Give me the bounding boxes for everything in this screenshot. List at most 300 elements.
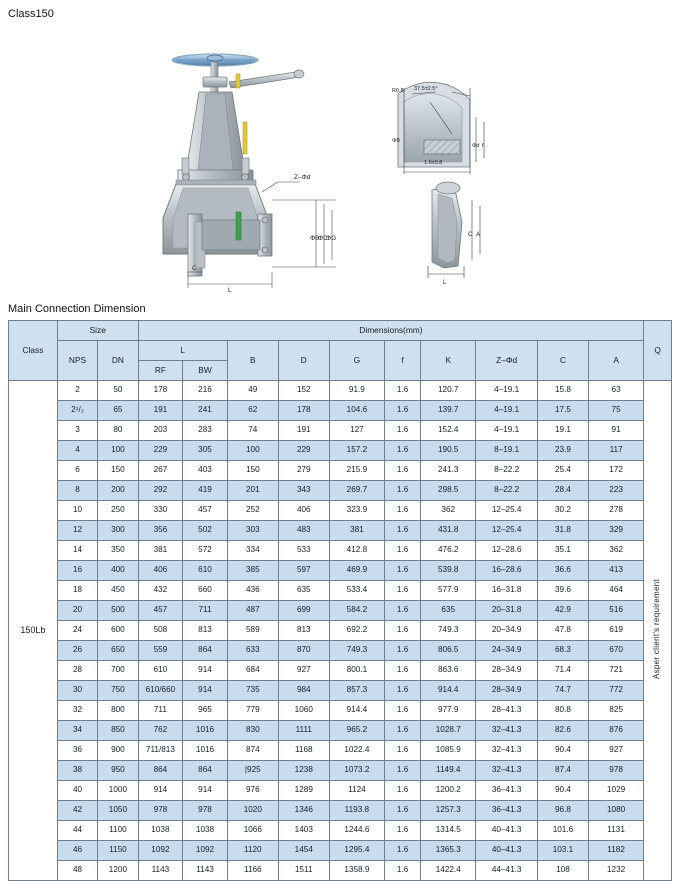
main-connection-dimension-table — [8, 320, 672, 881]
cell-nps: 34 — [57, 721, 97, 741]
cell-g: 692.2 — [329, 621, 384, 641]
cell-d: 191 — [278, 421, 329, 441]
cell-g: 533.4 — [329, 581, 384, 601]
cell-b: 735 — [227, 681, 278, 701]
cell-c: 108 — [537, 861, 588, 881]
cell-d: 597 — [278, 561, 329, 581]
cell-zd: 32–41.3 — [476, 741, 538, 761]
cell-d: 1346 — [278, 801, 329, 821]
cell-a: 978 — [588, 761, 643, 781]
cell-dn: 1050 — [98, 801, 138, 821]
table-row — [9, 661, 672, 681]
table-row — [9, 461, 672, 481]
cell-c: 30.2 — [537, 501, 588, 521]
cell-c: 47.8 — [537, 621, 588, 641]
accent-marker — [243, 122, 247, 154]
cell-nps: 44 — [57, 821, 97, 841]
cell-rf: 381 — [138, 541, 183, 561]
cell-d: 483 — [278, 521, 329, 541]
cell-a: 1232 — [588, 861, 643, 881]
cell-b: 74 — [227, 421, 278, 441]
cell-c: 80.8 — [537, 701, 588, 721]
cell-k: 1149.4 — [421, 761, 476, 781]
cell-bw: 914 — [183, 781, 228, 801]
cell-a: 117 — [588, 441, 643, 461]
cell-d: 1403 — [278, 821, 329, 841]
cell-rf: 191 — [138, 401, 183, 421]
cell-k: 749.3 — [421, 621, 476, 641]
cell-g: 381 — [329, 521, 384, 541]
cell-c: 103.1 — [537, 841, 588, 861]
cell-rf: 267 — [138, 461, 183, 481]
cell-c: 35.1 — [537, 541, 588, 561]
cell-f: 1.6 — [385, 761, 421, 781]
cell-a: 329 — [588, 521, 643, 541]
cell-k: 1314.5 — [421, 821, 476, 841]
cell-bw: 813 — [183, 621, 228, 641]
cell-bw: 305 — [183, 441, 228, 461]
cell-f: 1.6 — [385, 801, 421, 821]
cell-d: 984 — [278, 681, 329, 701]
cell-k: 1365.3 — [421, 841, 476, 861]
cell-a: 1029 — [588, 781, 643, 801]
cell-zd: 28–34.9 — [476, 681, 538, 701]
cell-d: 406 — [278, 501, 329, 521]
bonnet-bolt — [242, 158, 249, 174]
cell-c: 36.6 — [537, 561, 588, 581]
cell-dn: 750 — [98, 681, 138, 701]
table-row — [9, 721, 672, 741]
cell-a: 670 — [588, 641, 643, 661]
table-row — [9, 861, 672, 881]
table-row — [9, 581, 672, 601]
cell-d: 178 — [278, 401, 329, 421]
cell-f: 1.6 — [385, 461, 421, 481]
cell-b: 1166 — [227, 861, 278, 881]
cell-rf: 292 — [138, 481, 183, 501]
cell-q-label: Asper client's requirement — [652, 579, 662, 680]
cell-c: 28.4 — [537, 481, 588, 501]
th-a: A — [588, 341, 643, 381]
cell-bw: 1143 — [183, 861, 228, 881]
cell-q — [644, 381, 672, 881]
cell-zd: 16–28.6 — [476, 561, 538, 581]
cell-nps: 30 — [57, 681, 97, 701]
cell-k: 1257.3 — [421, 801, 476, 821]
cell-rf: 610/660 — [138, 681, 183, 701]
cell-a: 1131 — [588, 821, 643, 841]
cell-rf: 610 — [138, 661, 183, 681]
th-b: B — [227, 341, 278, 381]
table-row — [9, 641, 672, 661]
cell-a: 172 — [588, 461, 643, 481]
cell-dn: 1000 — [98, 781, 138, 801]
cell-bw: 978 — [183, 801, 228, 821]
cell-rf: 457 — [138, 601, 183, 621]
cell-d: 533 — [278, 541, 329, 561]
cell-zd: 20–34.9 — [476, 621, 538, 641]
cell-bw: 216 — [183, 381, 228, 401]
cell-k: 863.6 — [421, 661, 476, 681]
cell-rf: 229 — [138, 441, 183, 461]
cell-bw: 419 — [183, 481, 228, 501]
cell-k: 139.7 — [421, 401, 476, 421]
cell-nps: 20 — [57, 601, 97, 621]
cell-bw: 864 — [183, 641, 228, 661]
cell-g: 1244.6 — [329, 821, 384, 841]
cell-dn: 65 — [98, 401, 138, 421]
cell-b: 487 — [227, 601, 278, 621]
cell-c: 74.7 — [537, 681, 588, 701]
table-row — [9, 401, 672, 421]
cell-bw: 502 — [183, 521, 228, 541]
cell-zd: 4–19.1 — [476, 401, 538, 421]
cell-g: 584.2 — [329, 601, 384, 621]
cell-f: 1.6 — [385, 681, 421, 701]
label-phi-b-detail: ΦB — [392, 138, 401, 144]
table-row — [9, 501, 672, 521]
cell-zd: 36–41.3 — [476, 801, 538, 821]
cell-nps: 12 — [57, 521, 97, 541]
drawing-svg — [0, 22, 680, 292]
cell-nps: 3 — [57, 421, 97, 441]
cell-k: 977.9 — [421, 701, 476, 721]
cell-f: 1.6 — [385, 601, 421, 621]
cell-f: 1.6 — [385, 721, 421, 741]
cell-bw: 241 — [183, 401, 228, 421]
label-a-section: A — [476, 232, 481, 238]
cell-k: 241.3 — [421, 461, 476, 481]
cell-k: 431.8 — [421, 521, 476, 541]
cell-g: 127 — [329, 421, 384, 441]
cell-dn: 850 — [98, 721, 138, 741]
cell-d: 699 — [278, 601, 329, 621]
label-phi-g: ΦG — [326, 235, 337, 242]
table-header-row-1 — [9, 321, 672, 341]
th-bw: BW — [183, 361, 228, 381]
cell-dn: 1150 — [98, 841, 138, 861]
cell-nps: 40 — [57, 781, 97, 801]
table-row — [9, 521, 672, 541]
cell-rf: 203 — [138, 421, 183, 441]
cell-zd: 36–41.3 — [476, 781, 538, 801]
cell-bw: 1016 — [183, 741, 228, 761]
cell-nps: 2 — [57, 381, 97, 401]
cell-d: 152 — [278, 381, 329, 401]
cell-d: 927 — [278, 661, 329, 681]
cell-b: 1120 — [227, 841, 278, 861]
cell-a: 619 — [588, 621, 643, 641]
cell-a: 464 — [588, 581, 643, 601]
cell-f: 1.6 — [385, 661, 421, 681]
cell-nps: 36 — [57, 741, 97, 761]
cell-a: 772 — [588, 681, 643, 701]
table-row — [9, 601, 672, 621]
cell-d: 1511 — [278, 861, 329, 881]
th-q: Q — [644, 321, 672, 381]
gate-disc — [236, 212, 241, 240]
cell-a: 516 — [588, 601, 643, 621]
cell-b: 684 — [227, 661, 278, 681]
cell-g: 1073.2 — [329, 761, 384, 781]
cell-dn: 200 — [98, 481, 138, 501]
cell-c: 101.6 — [537, 821, 588, 841]
label-f-dim: f — [482, 143, 484, 149]
cell-a: 927 — [588, 741, 643, 761]
label-phi-b: ΦB — [310, 235, 320, 242]
cell-rf: 711 — [138, 701, 183, 721]
th-class: Class — [9, 321, 58, 381]
cell-g: 323.9 — [329, 501, 384, 521]
bonnet-bolt — [182, 158, 189, 174]
cell-d: 1238 — [278, 761, 329, 781]
cell-c: 90.4 — [537, 781, 588, 801]
cell-b: 830 — [227, 721, 278, 741]
cell-c: 39.6 — [537, 581, 588, 601]
table-row — [9, 741, 672, 761]
cell-k: 476.2 — [421, 541, 476, 561]
cell-c: 87.4 — [537, 761, 588, 781]
label-phi-c: ΦC — [318, 235, 328, 242]
cell-b: 779 — [227, 701, 278, 721]
cell-zd: 12–25.4 — [476, 501, 538, 521]
cell-a: 1182 — [588, 841, 643, 861]
cell-dn: 50 — [98, 381, 138, 401]
cell-zd: 40–41.3 — [476, 821, 538, 841]
cell-zd: 28–34.9 — [476, 661, 538, 681]
cell-dn: 800 — [98, 701, 138, 721]
cell-f: 1.6 — [385, 701, 421, 721]
label-r08: R0.8 — [392, 88, 404, 94]
cell-k: 635 — [421, 601, 476, 621]
cell-zd: 40–41.3 — [476, 841, 538, 861]
cell-rf: 1038 — [138, 821, 183, 841]
cell-g: 1358.9 — [329, 861, 384, 881]
cell-bw: 660 — [183, 581, 228, 601]
cell-d: 1111 — [278, 721, 329, 741]
cell-b: 1066 — [227, 821, 278, 841]
cell-f: 1.6 — [385, 841, 421, 861]
cell-dn: 600 — [98, 621, 138, 641]
cell-f: 1.6 — [385, 401, 421, 421]
cell-a: 278 — [588, 501, 643, 521]
cell-f: 1.6 — [385, 541, 421, 561]
cell-f: 1.6 — [385, 861, 421, 881]
cell-d: 635 — [278, 581, 329, 601]
table-row — [9, 801, 672, 821]
cell-a: 91 — [588, 421, 643, 441]
section-title: Main Connection Dimension — [8, 303, 146, 315]
cell-bw: 1038 — [183, 821, 228, 841]
cell-b: 633 — [227, 641, 278, 661]
cell-c: 25.4 — [537, 461, 588, 481]
bw-end-view — [428, 182, 480, 286]
cell-g: 800.1 — [329, 661, 384, 681]
cell-bw: 610 — [183, 561, 228, 581]
cell-d: 870 — [278, 641, 329, 661]
cell-rf: 1143 — [138, 861, 183, 881]
cell-a: 223 — [588, 481, 643, 501]
cell-d: 1168 — [278, 741, 329, 761]
cell-d: 1289 — [278, 781, 329, 801]
cell-b: 1020 — [227, 801, 278, 821]
cell-k: 806.5 — [421, 641, 476, 661]
cell-b: 589 — [227, 621, 278, 641]
cell-a: 75 — [588, 401, 643, 421]
cell-dn: 900 — [98, 741, 138, 761]
cell-a: 413 — [588, 561, 643, 581]
cell-g: 1124 — [329, 781, 384, 801]
cell-d: 813 — [278, 621, 329, 641]
cell-f: 1.6 — [385, 381, 421, 401]
label-c: C — [192, 265, 197, 272]
cell-bw: 283 — [183, 421, 228, 441]
cell-nps: 32 — [57, 701, 97, 721]
cell-d: 343 — [278, 481, 329, 501]
cell-rf: 559 — [138, 641, 183, 661]
table-header-row-2 — [9, 341, 672, 361]
cell-nps: 28 — [57, 661, 97, 681]
cell-f: 1.6 — [385, 481, 421, 501]
cell-b: 874 — [227, 741, 278, 761]
cell-zd: 8–22.2 — [476, 481, 538, 501]
cell-nps: 14 — [57, 541, 97, 561]
cell-rf: 330 — [138, 501, 183, 521]
cell-g: 269.7 — [329, 481, 384, 501]
cell-dn: 650 — [98, 641, 138, 661]
cell-d: 279 — [278, 461, 329, 481]
cell-nps: 46 — [57, 841, 97, 861]
detail-hatch — [424, 140, 460, 154]
th-d: D — [278, 341, 329, 381]
cell-k: 1422.4 — [421, 861, 476, 881]
cell-dn: 350 — [98, 541, 138, 561]
cell-dn: 1100 — [98, 821, 138, 841]
cell-rf: 711/813 — [138, 741, 183, 761]
cell-b: 62 — [227, 401, 278, 421]
cell-rf: 508 — [138, 621, 183, 641]
cell-g: 1193.8 — [329, 801, 384, 821]
cell-k: 362 — [421, 501, 476, 521]
accent-marker — [236, 74, 240, 88]
cell-g: 1295.4 — [329, 841, 384, 861]
cell-rf: 432 — [138, 581, 183, 601]
cell-nps: 4 — [57, 441, 97, 461]
gate-valve-assembly — [163, 54, 304, 276]
cell-f: 1.6 — [385, 421, 421, 441]
cell-zd: 44–41.3 — [476, 861, 538, 881]
cell-class: 150Lb — [9, 381, 58, 881]
cell-bw: 711 — [183, 601, 228, 621]
cell-zd: 12–28.6 — [476, 541, 538, 561]
cell-k: 914.4 — [421, 681, 476, 701]
cell-g: 914.4 — [329, 701, 384, 721]
label-c-section: C — [468, 232, 473, 238]
cell-c: 42.9 — [537, 601, 588, 621]
cell-a: 1080 — [588, 801, 643, 821]
table-row — [9, 381, 672, 401]
cell-c: 31.8 — [537, 521, 588, 541]
cell-rf: 762 — [138, 721, 183, 741]
cell-nps: 6 — [57, 461, 97, 481]
cell-c: 23.9 — [537, 441, 588, 461]
cell-bw: 1016 — [183, 721, 228, 741]
cell-rf: 978 — [138, 801, 183, 821]
cell-k: 1085.9 — [421, 741, 476, 761]
cell-dn: 80 — [98, 421, 138, 441]
dimension-table-wrapper — [8, 320, 672, 881]
cell-dn: 250 — [98, 501, 138, 521]
cell-a: 63 — [588, 381, 643, 401]
cell-g: 857.3 — [329, 681, 384, 701]
table-row — [9, 441, 672, 461]
cell-c: 17.5 — [537, 401, 588, 421]
cell-bw: 403 — [183, 461, 228, 481]
cell-zd: 32–41.3 — [476, 721, 538, 741]
cell-a: 721 — [588, 661, 643, 681]
th-nps: NPS — [57, 341, 97, 381]
cell-dn: 450 — [98, 581, 138, 601]
th-g: G — [329, 341, 384, 381]
cell-b: 976 — [227, 781, 278, 801]
cell-f: 1.6 — [385, 581, 421, 601]
cell-c: 68.3 — [537, 641, 588, 661]
cell-b: |925 — [227, 761, 278, 781]
table-body — [9, 381, 672, 881]
cell-dn: 300 — [98, 521, 138, 541]
cell-zd: 28–41.3 — [476, 701, 538, 721]
table-row — [9, 761, 672, 781]
cell-b: 252 — [227, 501, 278, 521]
cell-g: 412.8 — [329, 541, 384, 561]
table-row — [9, 541, 672, 561]
cell-k: 298.5 — [421, 481, 476, 501]
cell-k: 120.7 — [421, 381, 476, 401]
table-row — [9, 561, 672, 581]
cell-nps: 18 — [57, 581, 97, 601]
cell-rf: 864 — [138, 761, 183, 781]
th-l: L — [138, 341, 227, 361]
cell-dn: 1200 — [98, 861, 138, 881]
valve-port — [202, 220, 260, 250]
cell-k: 577.9 — [421, 581, 476, 601]
cell-dn: 700 — [98, 661, 138, 681]
cell-nps: 42 — [57, 801, 97, 821]
cell-a: 876 — [588, 721, 643, 741]
cell-zd: 20–31.8 — [476, 601, 538, 621]
cell-nps: 8 — [57, 481, 97, 501]
table-row — [9, 681, 672, 701]
cell-k: 152.4 — [421, 421, 476, 441]
cell-f: 1.6 — [385, 621, 421, 641]
cell-bw: 914 — [183, 661, 228, 681]
cell-rf: 914 — [138, 781, 183, 801]
cell-bw: 965 — [183, 701, 228, 721]
cell-nps: 24 — [57, 621, 97, 641]
cell-b: 334 — [227, 541, 278, 561]
cell-zd: 4–19.1 — [476, 421, 538, 441]
cell-nps: 2¹/₂ — [57, 401, 97, 421]
cell-f: 1.6 — [385, 641, 421, 661]
cell-b: 303 — [227, 521, 278, 541]
label-l-section: L — [443, 280, 447, 286]
cell-g: 1022.4 — [329, 741, 384, 761]
cell-d: 1454 — [278, 841, 329, 861]
cell-g: 215.9 — [329, 461, 384, 481]
cell-f: 1.6 — [385, 781, 421, 801]
cell-rf: 178 — [138, 381, 183, 401]
cell-zd: 8–19.1 — [476, 441, 538, 461]
